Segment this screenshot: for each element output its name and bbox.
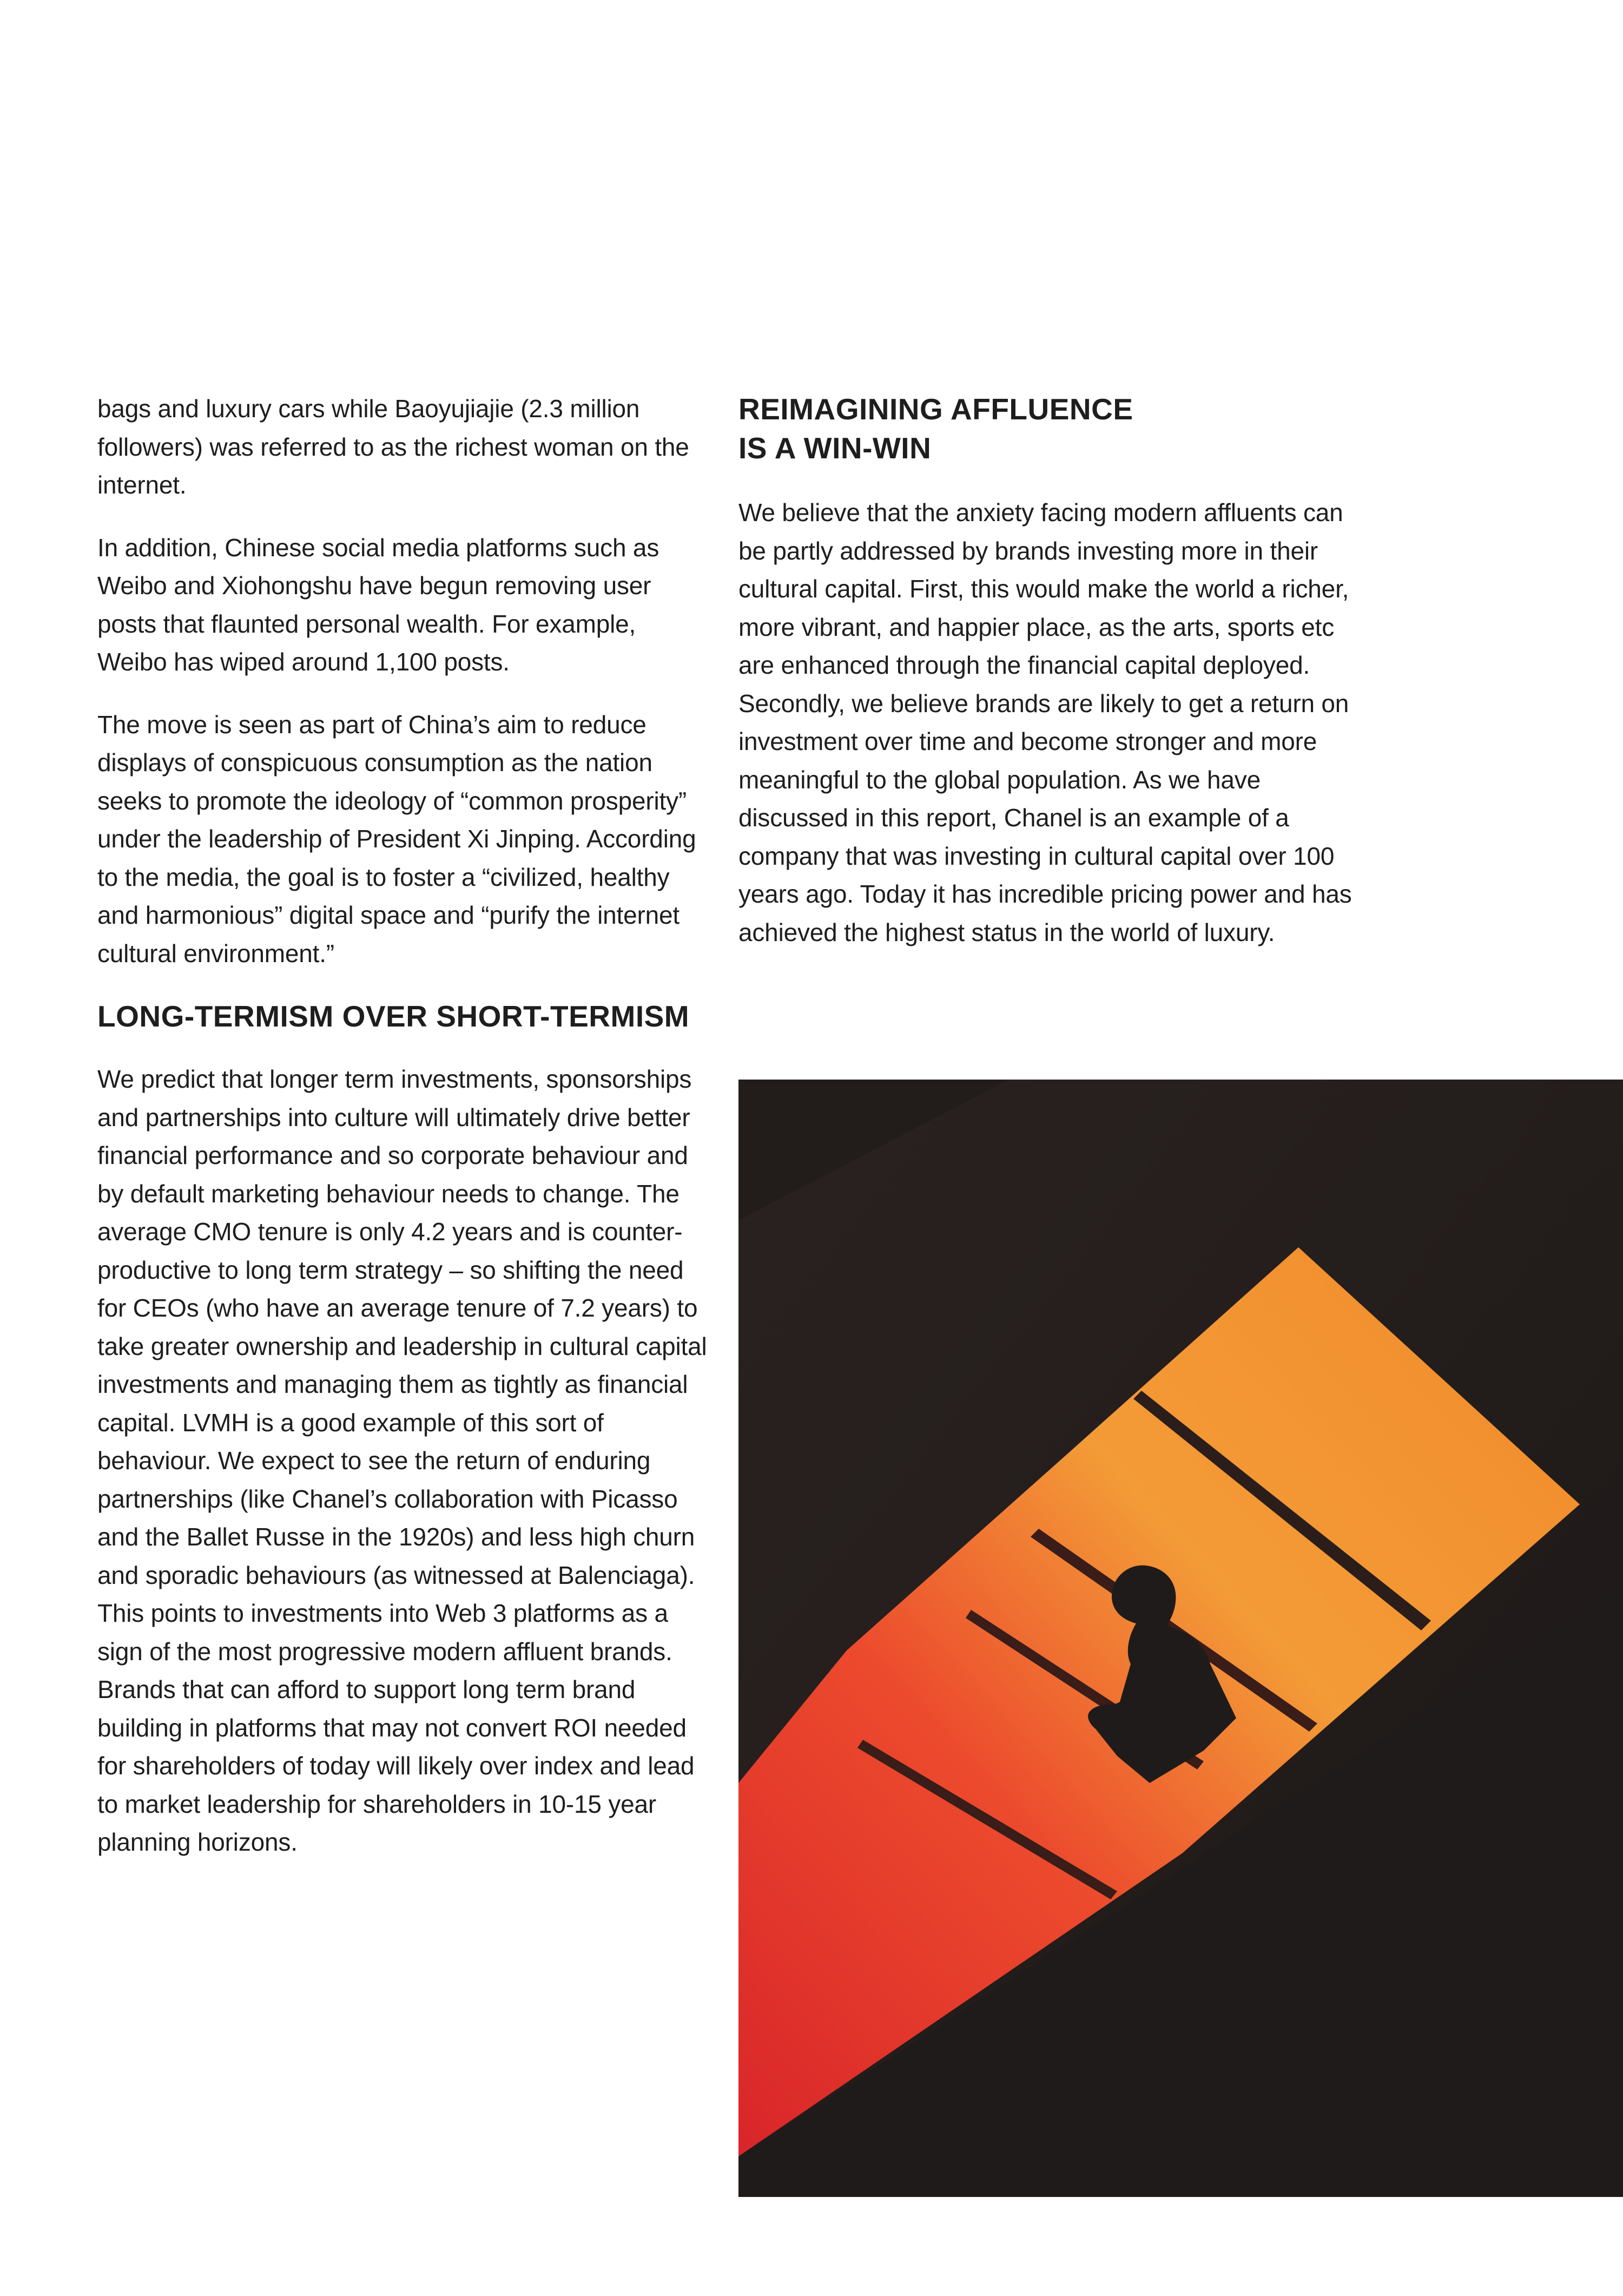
paragraph-intro: bags and luxury cars while Baoyujiajie (2.3 million followers) was referred to as the richest woman on the internet.: [97, 394, 689, 499]
silhouette-photo: [738, 1080, 1623, 2197]
heading-reimagining-affluence: REIMAGINING AFFLUENCE IS A WIN-WIN: [738, 392, 1133, 465]
paragraph-reimagining-affluence: We believe that the anxiety facing modern affluents can be partly addressed by brands investing more in their cultural capital. First, this would make the world a richer, more vibrant, and happier place, as the arts, sports etc are enhanced through the financial capital deployed. Secondly, we believe brands are likely to get a return on investment over time and become stronger and more meaningful to the global population. As we have discussed in this report, Chanel is an example of a company that was investing in cultural capital over 100 years ago. Today it has incredible pricing power and has achieved the highest status in the world of luxury.: [738, 498, 1352, 946]
paragraph-common-prosperity: The move is seen as part of China’s aim to reduce displays of conspicuous consumption as the nation seeks to promote the ideology of “common prosperity” under the leadership of President Xi Jinping. According to the media, the goal is to foster a “civilized, healthy and harmonious” digital space and “purify the internet cultural environment.”: [97, 710, 696, 968]
heading-long-termism: LONG-TERMISM OVER SHORT-TERMISM: [97, 999, 690, 1033]
paragraph-long-termism: We predict that longer term investments, sponsorships and partnerships into culture will ultimately drive better financial performance and so corporate behaviour and by default marketing behaviour needs to change. The average CMO tenure is only 4.2 years and is counter-productive to long term strategy – so shifting the need for CEOs (who have an average tenure of 7.2 years) to take greater ownership and leadership in cultural capital investments and managing them as tightly as financial capital. LVMH is a good example of this sort of behaviour. We expect to see the return of enduring partnerships (like Chanel’s collaboration with Picasso and the Ballet Russe in the 1920s) and less high churn and sporadic behaviours (as witnessed at Balenciaga). This points to investments into Web 3 platforms as a sign of the most progressive modern affluent brands. Brands that can afford to support long term brand building in platforms that may not convert ROI needed for shareholders of today will likely over index and lead to market leadership for shareholders in 10-15 year planning horizons.: [97, 1065, 707, 1856]
silhouette-photo-image: [738, 1080, 1623, 2197]
paragraph-social-media: In addition, Chinese social media platforms such as Weibo and Xiohongshu have begun removing user posts that flaunted personal wealth. For example, Weibo has wiped around 1,100 posts.: [97, 533, 659, 676]
left-column: [97, 390, 709, 1886]
right-column: [738, 390, 1361, 976]
